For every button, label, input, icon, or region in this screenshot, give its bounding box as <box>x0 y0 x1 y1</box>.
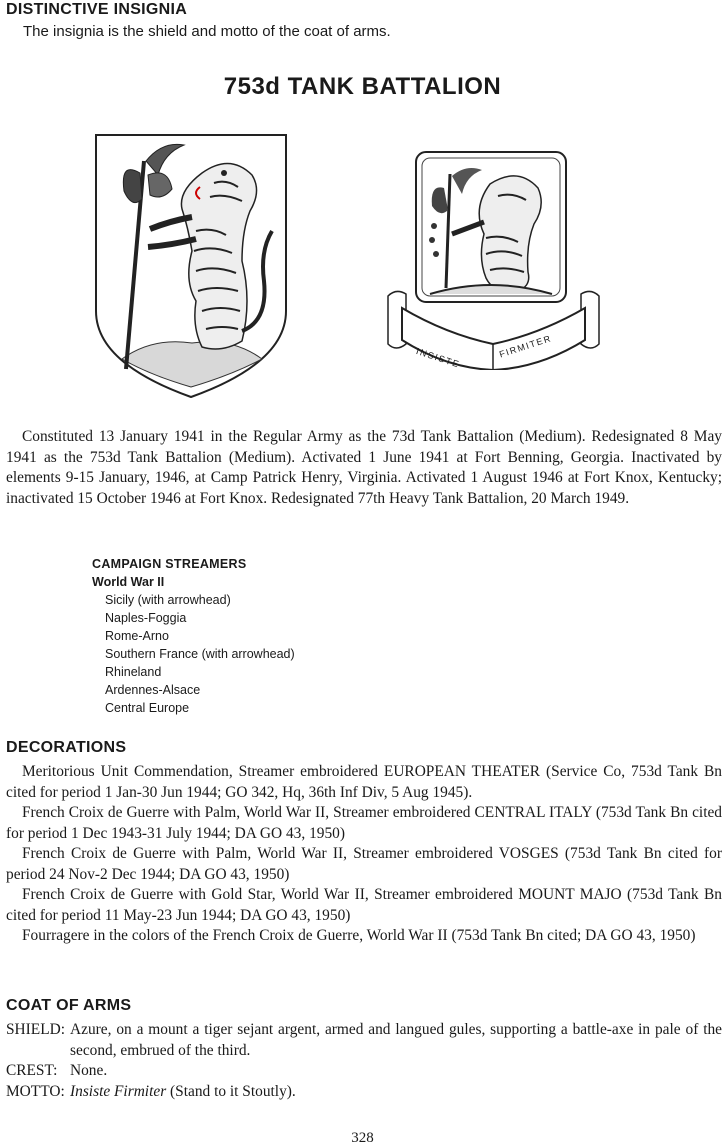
campaign-item: Central Europe <box>105 701 190 715</box>
coa-motto-row <box>6 1082 722 1103</box>
campaign-war: World War II <box>92 575 165 589</box>
decorations-list <box>6 762 722 947</box>
campaign-item: Ardennes-Alsace <box>105 683 201 697</box>
coa-motto-latin: Insiste Firmiter <box>70 1082 167 1100</box>
lineage-paragraph: Constituted 13 January 1941 in the Regular Army as the 73d Tank Battalion (Medium). Redesignated 8 May 1941 as the 753d Tank Battalion (Medium). Activated 1 June 1941 at Fort Benning, Georgia. Inactivated by elements 9-15 January, 1946, at Camp Patrick Henry, Virginia. Activated 1 August 1946 at Fort Knox, Kentucky; inactivated 15 October 1946 at Fort Knox. Redesignated 77th Heavy Tank Battalion, 20 March 1949. <box>6 428 722 507</box>
coa-shield-row <box>6 1020 722 1061</box>
campaign-item: Southern France (with arrowhead) <box>105 647 295 661</box>
coa-shield-text: Azure, on a mount a tiger sejant argent, armed and langued gules, supporting a battle-axe in pale of the second, embrued of the third. <box>70 1021 722 1059</box>
distinctive-insignia-heading: DISTINCTIVE INSIGNIA <box>6 1 188 18</box>
unit-title: 753d TANK BATTALION <box>223 73 502 100</box>
coa-motto-translation: (Stand to it Stoutly). <box>170 1082 296 1100</box>
decoration-item: French Croix de Guerre with Palm, World War II, Streamer embroidered VOSGES (753d Tank Bn cited for period 24 Nov-2 Dec 1944; DA GO 43, 1950) <box>6 845 722 883</box>
coa-crest-text: None. <box>70 1062 108 1079</box>
coa-motto-label: MOTTO: <box>6 1082 65 1100</box>
campaign-item: Naples-Foggia <box>105 611 187 625</box>
coa-crest-row <box>6 1061 722 1082</box>
page-number: 328 <box>351 1130 374 1146</box>
campaign-streamers <box>92 555 295 717</box>
distinctive-insignia-text: The insignia is the shield and motto of the coat of arms. <box>23 23 391 40</box>
insignia-motto-left: INSISTE <box>414 346 462 370</box>
campaign-item: Rome-Arno <box>105 629 169 643</box>
coa-crest-label: CREST: <box>6 1062 58 1079</box>
decoration-item: French Croix de Guerre with Palm, World War II, Streamer embroidered CENTRAL ITALY (753d Tank Bn cited for period 1 Dec 1943-31 July 1944; DA GO 43, 1950) <box>6 804 722 842</box>
coat-of-arms-shield-illustration <box>92 131 290 399</box>
insignia-motto-right: FIRMITER <box>498 333 553 360</box>
coat-of-arms-heading: COAT OF ARMS <box>6 997 132 1014</box>
coa-shield-label: SHIELD: <box>6 1021 65 1038</box>
decoration-item: French Croix de Guerre with Gold Star, World War II, Streamer embroidered MOUNT MAJO (753d Tank Bn cited for period 11 May-23 Jun 1944; DA GO 43, 1950) <box>6 886 722 924</box>
decoration-item: Meritorious Unit Commendation, Streamer embroidered EUROPEAN THEATER (Service Co, 753d Tank Bn cited for period 1 Jan-30 Jun 1944; GO 342, Hq, 36th Inf Div, 5 Aug 1945). <box>6 763 722 801</box>
coa-motto-text <box>70 1082 722 1103</box>
campaign-item: Sicily (with arrowhead) <box>105 593 231 607</box>
decoration-item: Fourragere in the colors of the French Croix de Guerre, World War II (753d Tank Bn cited; DA GO 43, 1950) <box>22 927 696 944</box>
distinctive-insignia-illustration <box>386 148 601 370</box>
campaign-streamers-title: CAMPAIGN STREAMERS <box>92 557 247 571</box>
campaign-item: Rhineland <box>105 665 162 679</box>
coat-of-arms-details <box>6 1020 722 1102</box>
decorations-heading: DECORATIONS <box>6 739 127 756</box>
